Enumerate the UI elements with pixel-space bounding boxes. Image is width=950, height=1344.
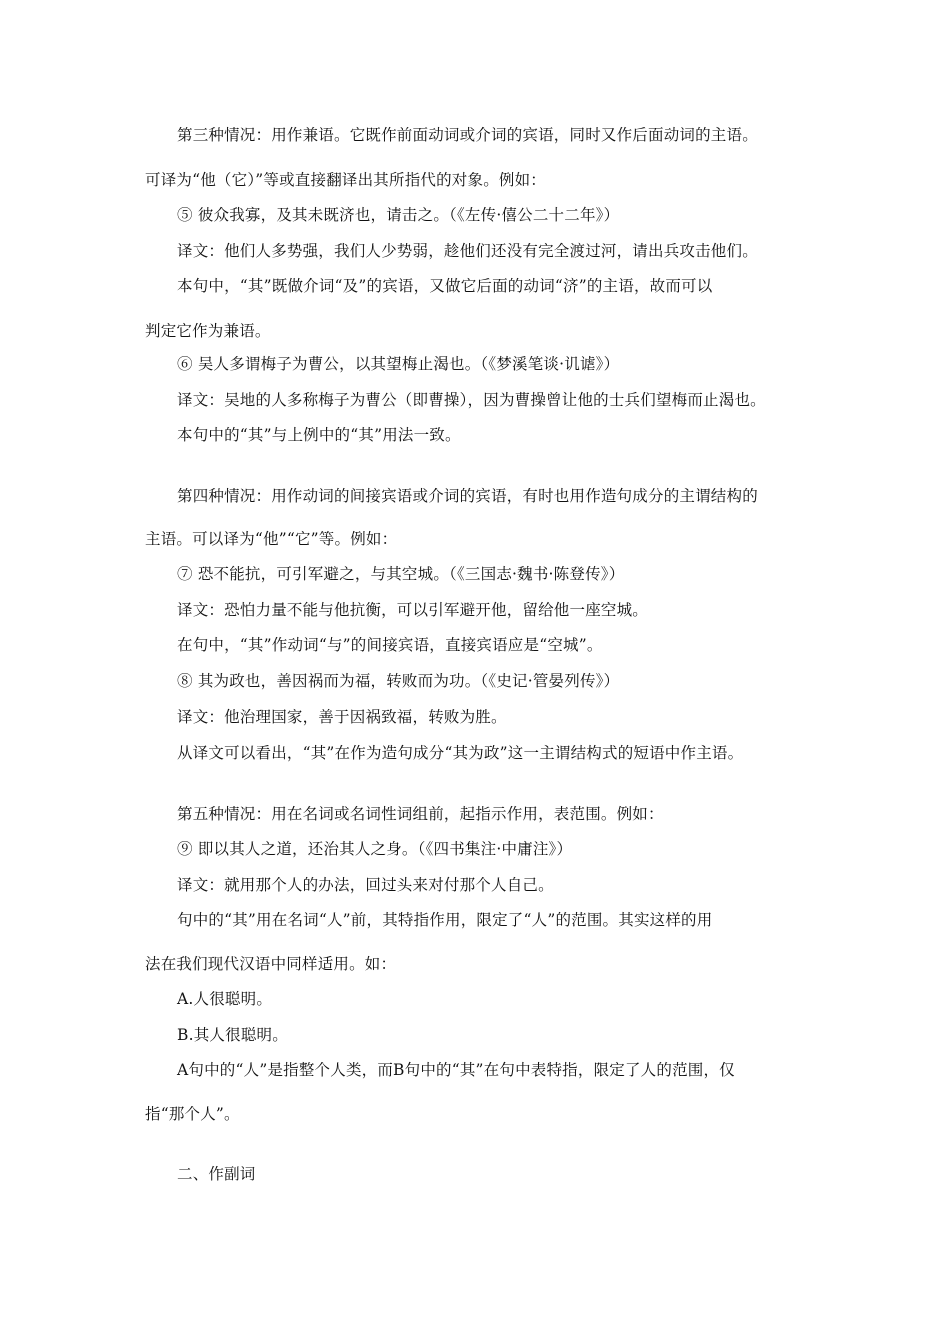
analysis-6: 本句中的“其”与上例中的“其”用法一致。 — [177, 426, 461, 444]
analysis-9-line1: 句中的“其”用在名词“人”前，其特指作用，限定了“人”的范围。其实这样的用 — [177, 911, 713, 929]
example-7: ⑦ 恐不能抗，可引军避之，与其空城。（《三国志·魏书·陈登传》） — [177, 565, 625, 583]
section3-intro-line2: 可译为“他（它）”等或直接翻译出其所指代的对象。例如： — [145, 171, 546, 189]
analysis-8: 从译文可以看出，“其”在作为造句成分“其为政”这一主谓结构式的短语中作主语。 — [177, 744, 744, 762]
section4-intro-line1: 第四种情况：用作动词的间接宾语或介词的宾语，有时也用作造句成分的主谓结构的 — [177, 487, 758, 505]
translation-6: 译文：吴地的人多称梅子为曹公（即曹操），因为曹操曾让他的士兵们望梅而止渴也。 — [177, 391, 766, 409]
section-heading: 二、作副词 — [177, 1165, 256, 1183]
compare-line2: 指“那个人”。 — [145, 1105, 240, 1123]
section4-intro-line2: 主语。可以译为“他”“它”等。例如： — [145, 530, 398, 548]
example-6: ⑥ 吴人多谓梅子为曹公，以其望梅止渴也。（《梦溪笔谈·讥谑》） — [177, 355, 620, 373]
analysis-5-line1: 本句中，“其”既做介词“及”的宾语，又做它后面的动词“济”的主语，故而可以 — [177, 277, 713, 295]
translation-8: 译文：他治理国家，善于因祸致福，转败为胜。 — [177, 708, 507, 726]
example-8: ⑧ 其为政也，善因祸而为福，转败而为功。（《史记·管晏列传》） — [177, 672, 620, 690]
example-item-b: B.其人很聪明。 — [177, 1026, 288, 1044]
example-9: ⑨ 即以其人之道，还治其人之身。（《四书集注·中庸注》） — [177, 840, 573, 858]
section5-intro: 第五种情况：用在名词或名词性词组前，起指示作用，表范围。例如： — [177, 805, 664, 823]
example-item-a: A.人很聪明。 — [177, 990, 273, 1008]
analysis-9-line2: 法在我们现代汉语中同样适用。如： — [145, 955, 397, 973]
compare-line1: A句中的“人”是指整个人类，而B句中的“其”在句中表特指，限定了人的范围，仅 — [177, 1061, 735, 1079]
translation-7: 译文：恐怕力量不能与他抗衡，可以引军避开他，留给他一座空城。 — [177, 601, 649, 619]
analysis-5-line2: 判定它作为兼语。 — [145, 322, 271, 340]
translation-5: 译文：他们人多势强，我们人少势弱，趁他们还没有完全渡过河，请出兵攻击他们。 — [177, 242, 758, 260]
section3-intro-line1: 第三种情况：用作兼语。它既作前面动词或介词的宾语，同时又作后面动词的主语。 — [177, 126, 758, 144]
translation-9: 译文：就用那个人的办法，回过头来对付那个人自己。 — [177, 876, 554, 894]
analysis-7: 在句中，“其”作动词“与”的间接宾语，直接宾语应是“空城”。 — [177, 636, 603, 654]
example-5: ⑤ 彼众我寡，及其未既济也，请击之。（《左传·僖公二十二年》） — [177, 206, 620, 224]
